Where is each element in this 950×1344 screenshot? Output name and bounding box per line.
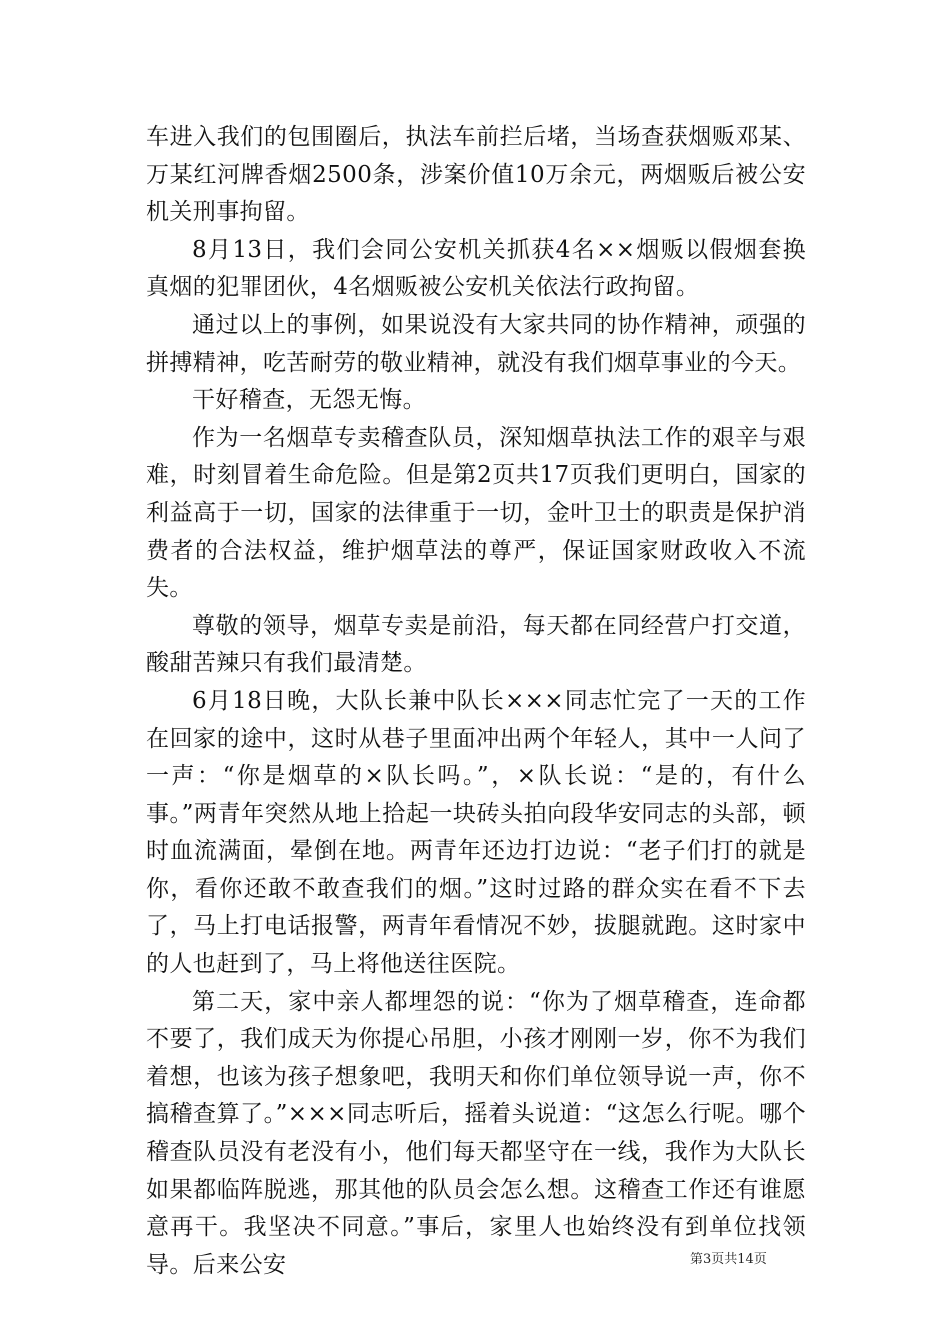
paragraph-3: 通过以上的事例，如果说没有大家共同的协作精神，顽强的拼搏精神，吃苦耐劳的敬业精神，就没有我们烟草事业的今天。 [146,311,806,376]
paragraph-7: 6月18日晚，大队长兼中队长×××同志忙完了一天的工作在回家的途中，这时从巷子里面冲出两个年轻人，其中一人问了一声：“你是烟草的×队长吗。”，×队长说：“是的，有什么事。”两青年突然从地上拾起一块砖头拍向段华安同志的头部，顿时血流满面，晕倒在地。两青年还边打边说：“老子们打的就是你，看你还敢不敢查我们的烟。”这时过路的群众实在看不下去了，马上打电话报警，两青年看情况不妙，拔腿就跑。这时家中的人也赶到了，马上将他送往医院。 [146,687,806,978]
paragraph-5: 作为一名烟草专卖稽查队员，深知烟草执法工作的艰辛与艰难，时刻冒着生命危险。但是第2页共17页我们更明白，国家的利益高于一切，国家的法律重于一切，金叶卫士的职责是保护消费者的合法权益，维护烟草法的尊严，保证国家财政收入不流失。 [146,424,806,602]
paragraph-1: 车进入我们的包围圈后，执法车前拦后堵，当场查获烟贩邓某、万某红河牌香烟2500条，涉案价值10万余元，两烟贩后被公安机关刑事拘留。 [146,124,806,226]
body-text [146,119,806,1284]
paragraph-4: 干好稽查，无怨无悔。 [192,387,426,414]
paragraph-6: 尊敬的领导，烟草专卖是前沿，每天都在同经营户打交道，酸甜苦辣只有我们最清楚。 [146,612,806,677]
paragraph-2: 8月13日，我们会同公安机关抓获4名××烟贩以假烟套换真烟的犯罪团伙，4名烟贩被公安机关依法行政拘留。 [146,236,806,301]
page-number-footer: 第3页共14页 [690,1252,767,1267]
paragraph-8: 第二天，家中亲人都埋怨的说：“你为了烟草稽查，连命都不要了，我们成天为你提心吊胆，小孩才刚刚一岁，你不为我们着想，也该为孩子想象吧，我明天和你们单位领导说一声，你不搞稽查算了。”×××同志听后，摇着头说道：“这怎么行呢。哪个稽查队员没有老没有小，他们每天都坚守在一线，我作为大队长如果都临阵脱逃，那其他的队员会怎么想。这稽查工作还有谁愿意再干。我坚决不同意。”事后，家里人也始终没有到单位找领导。后来公安 [146,988,806,1278]
